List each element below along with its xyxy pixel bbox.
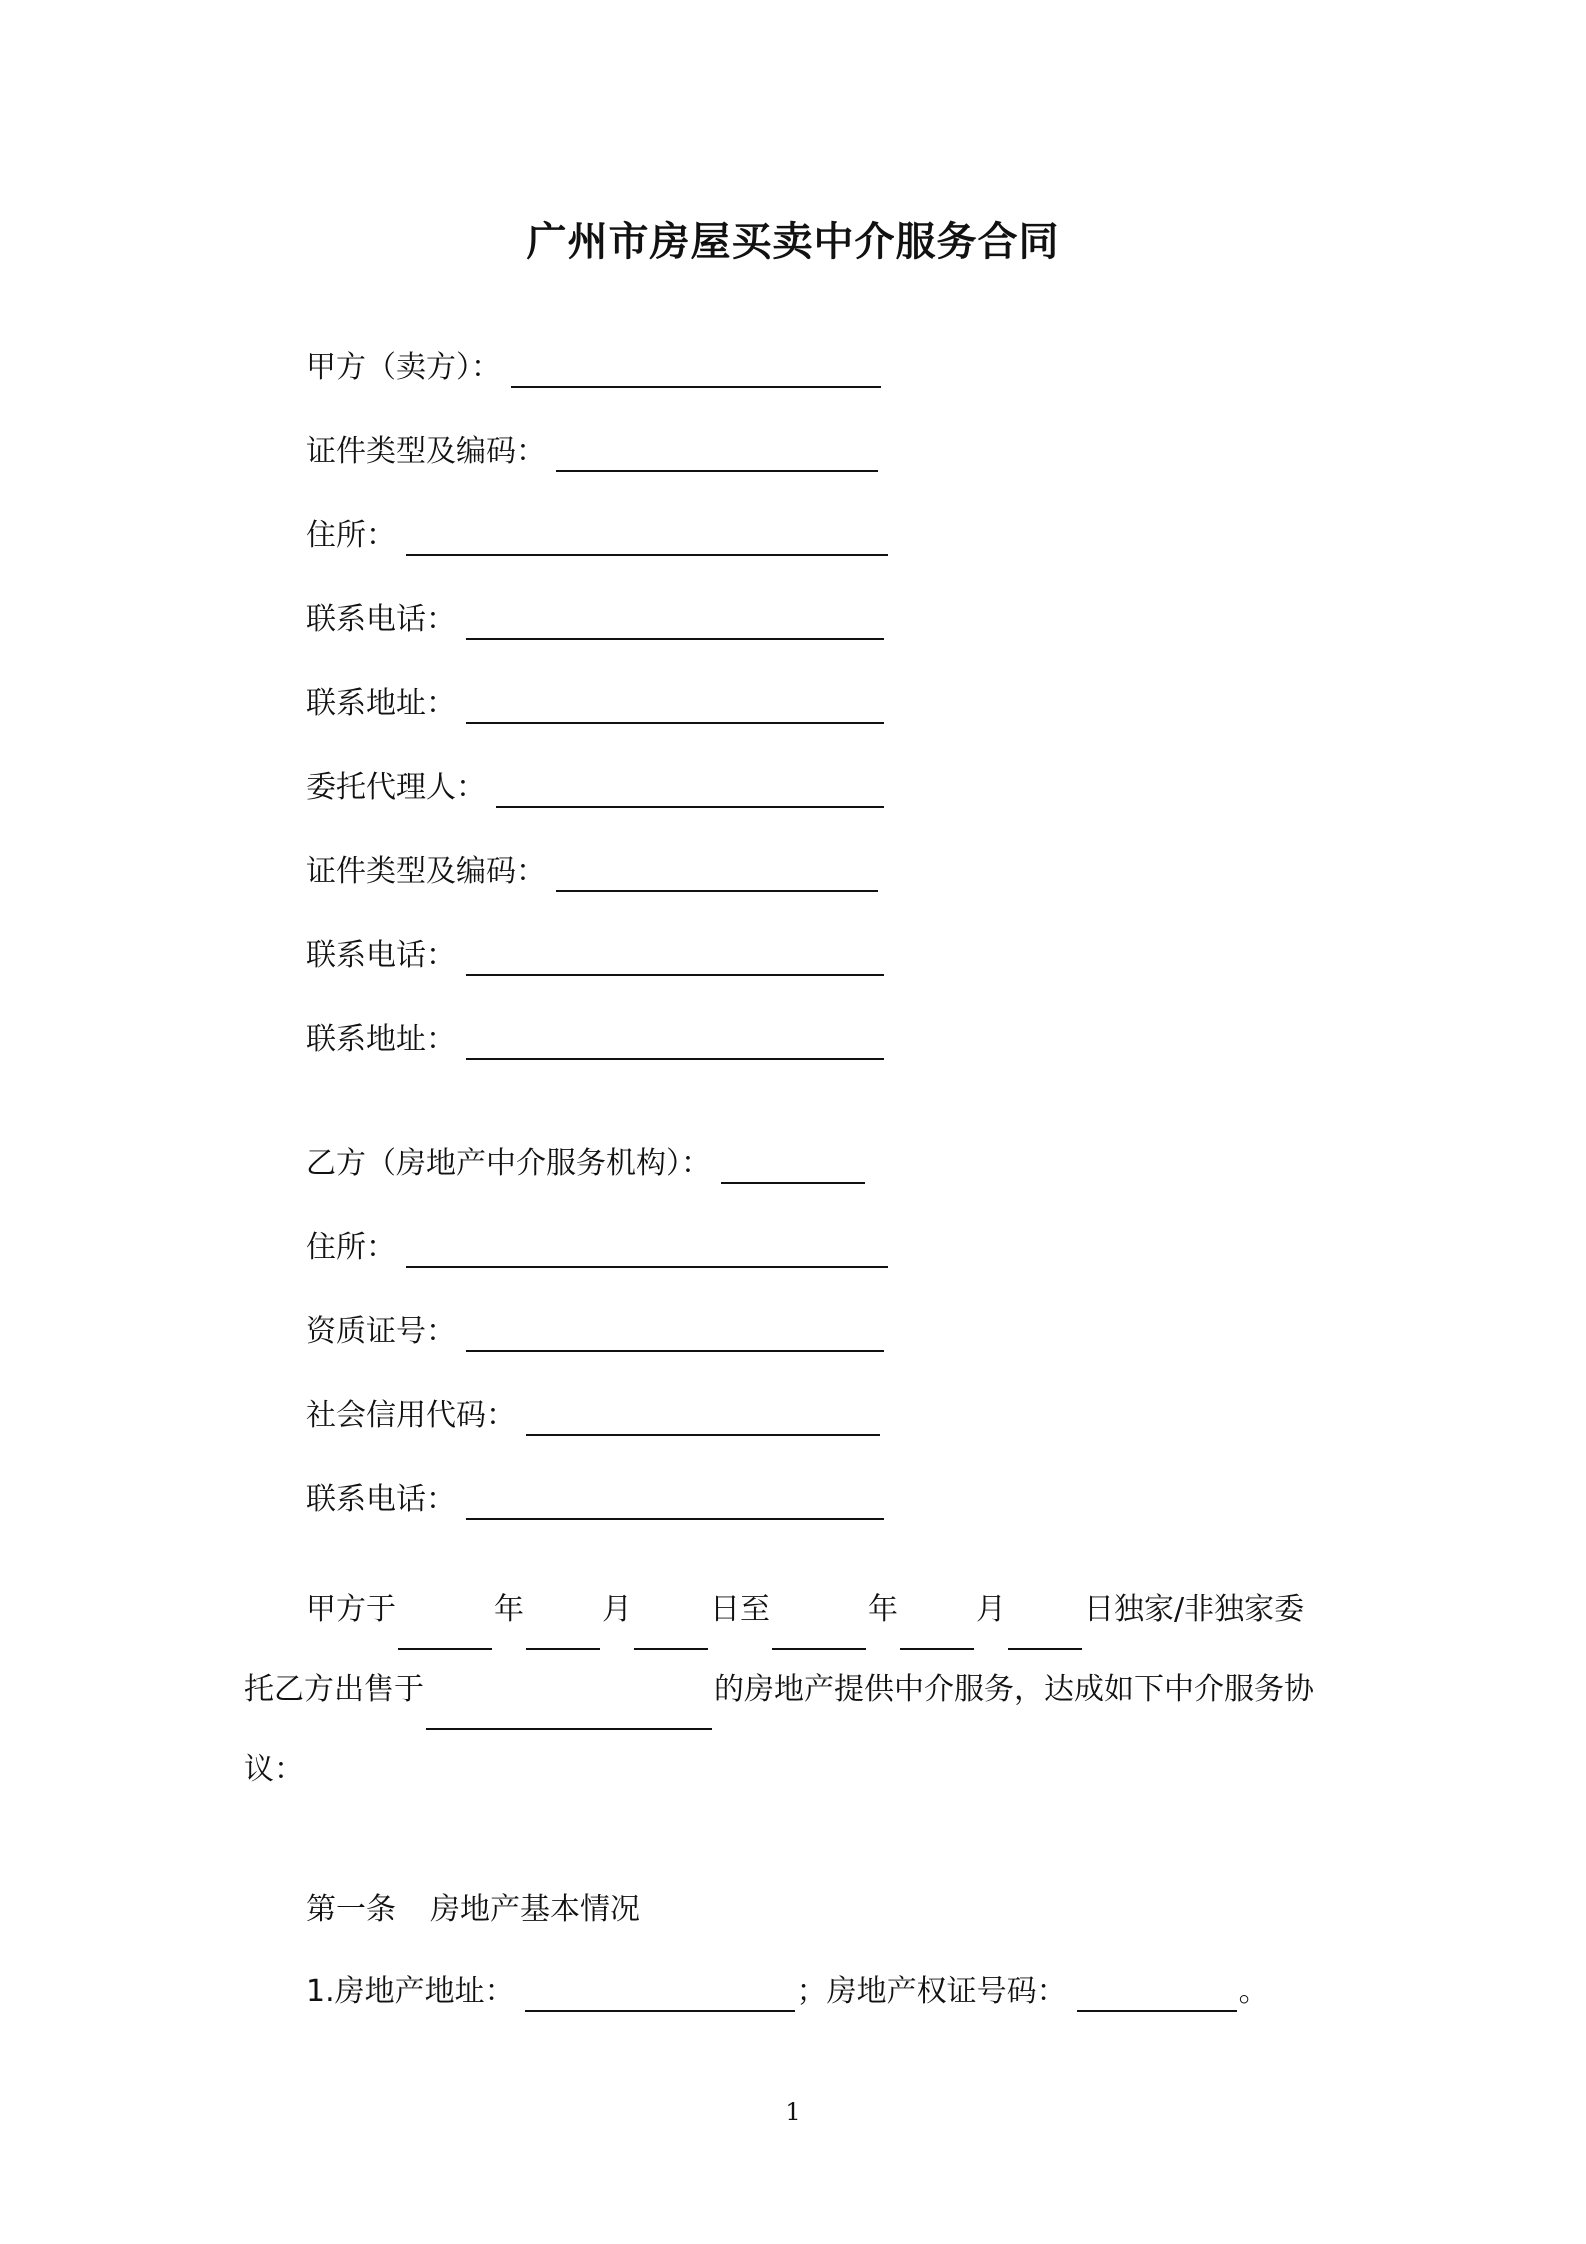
fill-blank[interactable] <box>466 602 884 640</box>
field-label: 联系电话： <box>306 602 456 637</box>
party-b-credit-code-field <box>306 1386 880 1436</box>
party-a-name-field <box>306 338 881 388</box>
party-b-phone-field <box>306 1470 884 1520</box>
date-blank[interactable] <box>634 1612 708 1650</box>
date-blank[interactable] <box>772 1612 866 1650</box>
item-end: 。 <box>1238 1974 1269 2009</box>
field-label: 证件类型及编码： <box>306 854 546 889</box>
date-blank[interactable] <box>526 1612 600 1650</box>
article-1-item-1 <box>306 1962 1269 2012</box>
fill-blank[interactable] <box>466 1314 884 1352</box>
intro-text: 月 <box>602 1592 632 1627</box>
party-a-agent-id-field <box>306 842 878 892</box>
intro-text: 的房地产提供中介服务，达成如下中介服务协 <box>714 1672 1314 1707</box>
field-label: 社会信用代码： <box>306 1398 516 1433</box>
fill-blank[interactable] <box>466 686 884 724</box>
item-label: ；房地产权证号码： <box>796 1974 1067 2009</box>
field-label: 联系地址： <box>306 1022 456 1057</box>
date-blank[interactable] <box>398 1612 492 1650</box>
intro-text: 年 <box>494 1592 524 1627</box>
party-b-residence-field <box>306 1218 888 1268</box>
property-blank[interactable] <box>426 1692 712 1730</box>
party-a-agent-address-field <box>306 1010 884 1060</box>
intro-text: 年 <box>868 1592 898 1627</box>
fill-blank[interactable] <box>556 434 878 472</box>
party-b-name-field <box>306 1134 865 1184</box>
fill-blank[interactable] <box>406 1230 888 1268</box>
page-title: 广州市房屋买卖中介服务合同 <box>526 219 1060 265</box>
field-label: 资质证号： <box>306 1314 456 1349</box>
party-a-agent-field <box>306 758 884 808</box>
field-label: 联系地址： <box>306 686 456 721</box>
party-a-agent-phone-field <box>306 926 884 976</box>
intro-text: 甲方于 <box>306 1592 396 1627</box>
date-blank[interactable] <box>900 1612 974 1650</box>
item-label: 1.房地产地址： <box>306 1974 515 2009</box>
fill-blank[interactable] <box>526 1398 880 1436</box>
fill-blank[interactable] <box>406 518 888 556</box>
field-label: 联系电话： <box>306 938 456 973</box>
article-title: 房地产基本情况 <box>430 1892 640 1927</box>
intro-text: 月 <box>976 1592 1006 1627</box>
article-number: 第一条 <box>306 1892 396 1927</box>
field-label: 住所： <box>306 1230 396 1265</box>
party-a-phone-field <box>306 590 884 640</box>
field-label: 甲方（卖方）： <box>306 350 501 385</box>
party-a-residence-field <box>306 506 888 556</box>
field-label: 委托代理人： <box>306 770 486 805</box>
intro-text: 托乙方出售于 <box>244 1672 424 1707</box>
intro-line-1 <box>306 1590 1304 1650</box>
fill-blank[interactable] <box>466 1482 884 1520</box>
intro-line-2 <box>244 1670 1314 1730</box>
intro-text: 日独家/非独家委 <box>1084 1592 1305 1627</box>
party-b-qualification-field <box>306 1302 884 1352</box>
field-label: 联系电话： <box>306 1482 456 1517</box>
fill-blank[interactable] <box>511 350 881 388</box>
field-label: 住所： <box>306 518 396 553</box>
intro-text: 日至 <box>710 1592 770 1627</box>
fill-blank[interactable] <box>466 1022 884 1060</box>
certificate-blank[interactable] <box>1077 1974 1237 2012</box>
fill-blank[interactable] <box>496 770 884 808</box>
party-a-id-field <box>306 422 878 472</box>
fill-blank[interactable] <box>556 854 878 892</box>
intro-paragraph <box>244 1590 1354 1830</box>
fill-blank[interactable] <box>466 938 884 976</box>
intro-line-3 <box>244 1750 304 1810</box>
address-blank[interactable] <box>525 1974 795 2012</box>
article-1-heading <box>306 1884 640 1928</box>
date-blank[interactable] <box>1008 1612 1082 1650</box>
fill-blank[interactable] <box>721 1146 865 1184</box>
intro-text: 议： <box>244 1752 304 1787</box>
field-label: 乙方（房地产中介服务机构）： <box>306 1146 711 1181</box>
field-label: 证件类型及编码： <box>306 434 546 469</box>
page-number: 1 <box>785 2098 801 2126</box>
party-a-address-field <box>306 674 884 724</box>
